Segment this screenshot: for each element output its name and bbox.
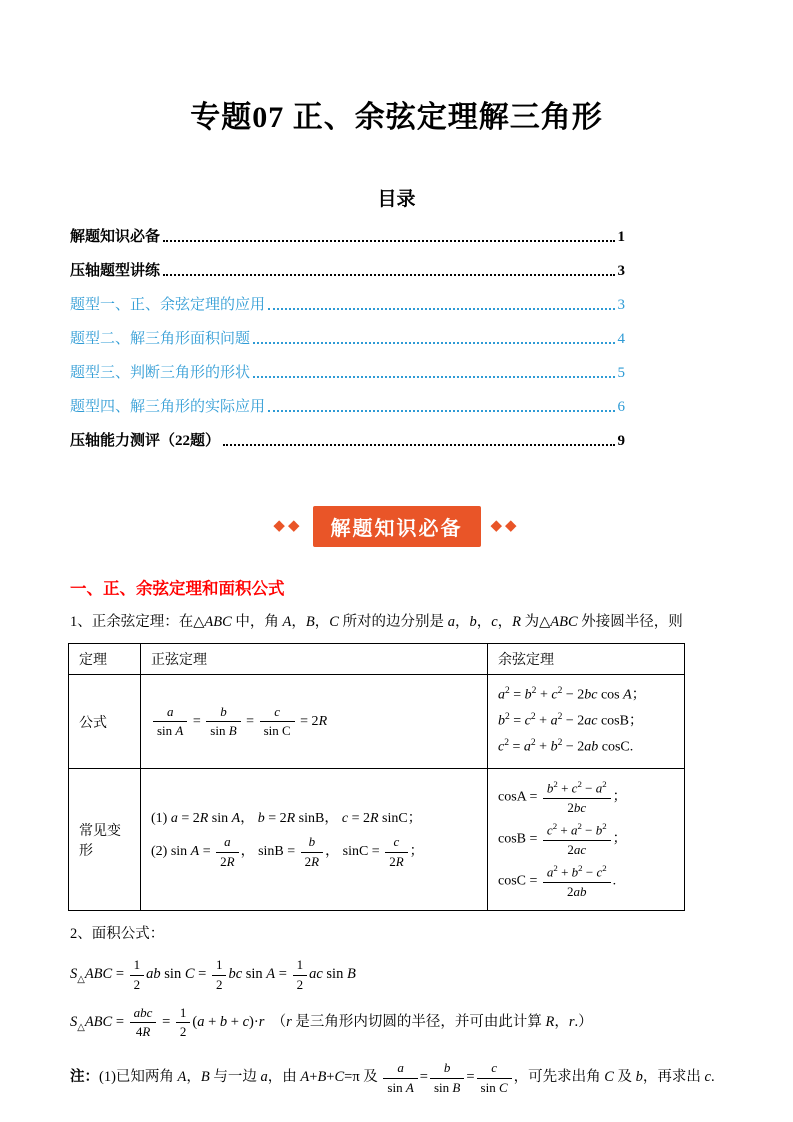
- formula-line: (2) sin A = $\frac{a}{2R}$ ， sinB = $\frac{b}{2R}$ ， sinC = $\frac{c}{2R}$ ；: [151, 834, 424, 869]
- toc-dot-leader: [268, 308, 614, 310]
- formula-line: cosB = $\frac{c^2 + a^2 - b^2}{2ac}$ ；: [498, 821, 627, 857]
- toc-dot-leader: [253, 376, 614, 378]
- toc-entry-assessment[interactable]: [70, 429, 625, 450]
- toc-page-number: 4: [617, 331, 625, 347]
- toc-page-number: 5: [617, 365, 625, 381]
- table-of-contents: [70, 225, 625, 450]
- toc-entry-type3[interactable]: [70, 361, 625, 382]
- toc-entry-type4[interactable]: [70, 395, 625, 416]
- toc-entry-label: 题型二、解三角形面积问题: [70, 331, 251, 347]
- toc-page-number: 1: [617, 229, 625, 245]
- toc-entry-type1[interactable]: [70, 293, 625, 314]
- section-banner: [0, 506, 793, 547]
- toc-dot-leader: [268, 410, 614, 412]
- document-title: 专题07 正、余弦定理解三角形: [190, 101, 603, 134]
- toc-entry-label: 压轴题型讲练: [70, 263, 161, 279]
- toc-dot-leader: [163, 274, 614, 276]
- sine-rule-variants-cell: [141, 769, 488, 910]
- toc-page-number: 3: [617, 297, 625, 313]
- table-header-row: [69, 644, 685, 675]
- formula-line: cosC = $\frac{a^2 + b^2 - c^2}{2ab}$ .: [498, 862, 617, 899]
- toc-entry-lecture[interactable]: [70, 259, 625, 280]
- formula-line: $\frac{a}{\text{sin A}}$ = $\frac{b}{\text{sin B}}$ = $\frac{c}{\text{sin C}}$ = 2R: [151, 704, 477, 740]
- formula-line: (1) a = 2R sin A， b = 2R sinB， c = 2R sinC；: [151, 811, 422, 827]
- intro-paragraph: 1、正余弦定理：在△ABC 中，角 A，B，C 所对的边分别是 a，b，c，R 为△ABC 外接圆半径，则: [70, 614, 683, 630]
- formula-row: [69, 675, 685, 769]
- toc-entry-label: 题型四、解三角形的实际应用: [70, 399, 266, 415]
- toc-dot-leader: [163, 240, 614, 242]
- variants-row: [69, 769, 685, 910]
- toc-entry-label: 解题知识必备: [70, 229, 161, 245]
- formula-line: cosA = $\frac{b^2 + c^2 - a^2}{2bc}$ ；: [498, 779, 627, 815]
- diamonds-right-icon: ◆◆: [490, 518, 520, 534]
- toc-heading: 目录: [377, 189, 416, 210]
- toc-page-number: 9: [617, 433, 625, 449]
- note-paragraph: 注：(1)已知两角 A，B 与一边 a，由 A+B+C=π 及 $\frac{a}{\text{sin A}}$ = $\frac{b}{\text{sin B}}$ = $\frac{c}{\text{sin C}}$ ，可先求出角 C 及 b，再求出 c.: [70, 1060, 715, 1095]
- header-cell-cosine-law: 余弦定理: [488, 644, 685, 675]
- header-cell-sine-law: 正弦定理: [141, 644, 488, 675]
- header-cell-theorem: 定理: [69, 644, 141, 675]
- section-banner-title: 解题知识必备: [313, 506, 481, 547]
- area-formula-2: $S_\triangle ABC$ = $\frac{\text{abc}}{4R}$ = $\frac{1}{2}$ (a + b + c)·r （r 是三角形内切圆的半径，并可由此计算 R，r.）: [70, 1004, 593, 1040]
- toc-dot-leader: [253, 342, 614, 344]
- formula-line: $c^2 = a^2 + b^2 - 2ab$ cosC.: [498, 738, 634, 756]
- toc-entry-type2[interactable]: [70, 327, 625, 348]
- toc-page-number: 3: [617, 263, 625, 279]
- area-formula-1: $S_\triangle ABC$ = $\frac{1}{2}$ ab sin C = $\frac{1}{2}$ bc sin A = $\frac{1}{2}$ ac sin B: [70, 957, 356, 992]
- toc-page-number: 6: [617, 399, 625, 415]
- toc-entry-knowledge[interactable]: [70, 225, 625, 246]
- cosine-rule-variants-cell: [488, 769, 685, 910]
- diamonds-left-icon: ◆◆: [273, 518, 303, 534]
- toc-dot-leader: [223, 444, 614, 446]
- subsection-heading: 一、正、余弦定理和面积公式: [70, 580, 285, 598]
- row-label-formula: 公式: [69, 675, 141, 769]
- toc-entry-label: 题型一、正、余弦定理的应用: [70, 297, 266, 313]
- toc-entry-label: 压轴能力测评（22题）: [70, 433, 221, 449]
- toc-entry-label: 题型三、判断三角形的形状: [70, 365, 251, 381]
- row-label-variants: 常见变形: [69, 769, 141, 910]
- cosine-rule-formula-cell: [488, 675, 685, 769]
- laws-table: [68, 643, 685, 910]
- sine-rule-formula-cell: [141, 675, 488, 769]
- formula-line: $a^2 = b^2 + c^2 - 2bc$ cos A；: [498, 686, 646, 704]
- formula-line: $b^2 = c^2 + a^2 - 2ac$ cosB；: [498, 712, 643, 730]
- area-formula-heading: 2、面积公式：: [70, 925, 165, 942]
